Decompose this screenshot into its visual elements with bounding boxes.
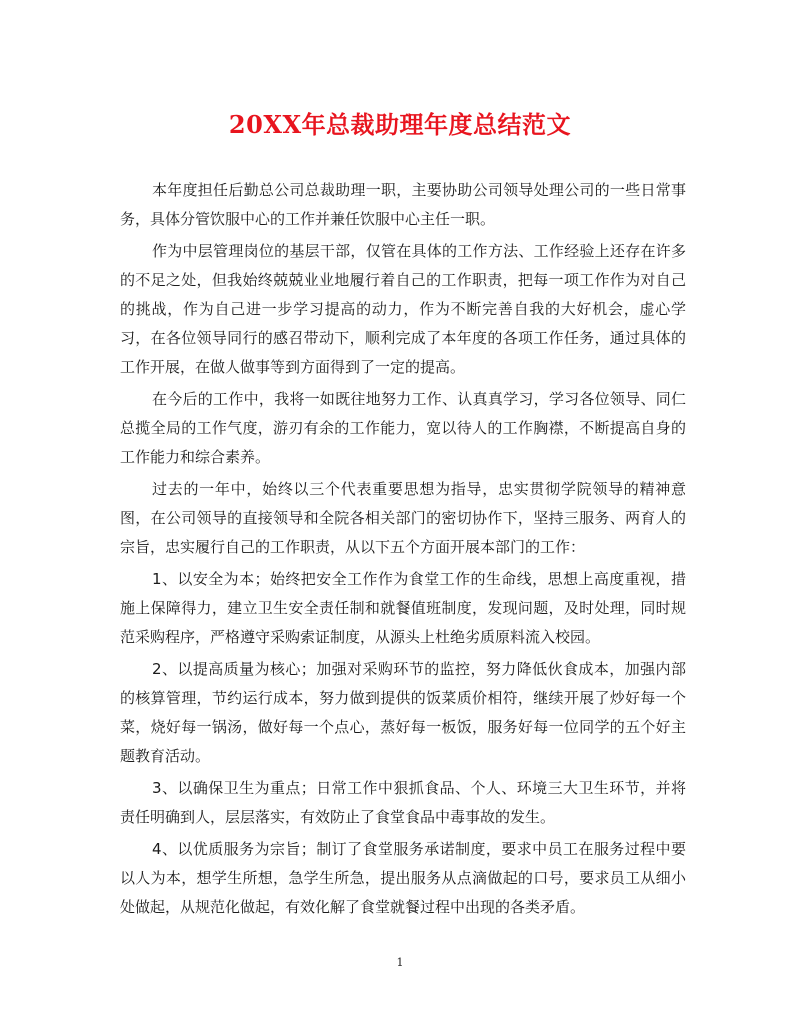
- paragraph: 在今后的工作中，我将一如既往地努力工作、认真真学习，学习各位领导、同仁总揽全局的工作气度，游刃有余的工作能力，宽以待人的工作胸襟，不断提高自身的工作能力和综合素养。: [120, 390, 686, 466]
- paragraph: 作为中层管理岗位的基层干部，仅管在具体的工作方法、工作经验上还存在许多的不足之处，但我始终兢兢业业地履行着自己的工作职责，把每一项工作作为对自己的挑战，作为自己进一步学习提高的动力，作为不断完善自我的大好机会，虚心学习，在各位领导同行的感召带动下，顺利完成了本年度的各项工作任务，通过具体的工作开展，在做人做事等到方面得到了一定的提高。: [120, 242, 686, 376]
- paragraph: 过去的一年中，始终以三个代表重要思想为指导，忠实贯彻学院领导的精神意图，在公司领导的直接领导和全院各相关部门的密切协作下，坚持三服务、两育人的宗旨，忠实履行自己的工作职责，从以下五个方面开展本部门的工作：: [120, 480, 686, 556]
- paragraph: 本年度担任后勤总公司总裁助理一职，主要协助公司领导处理公司的一些日常事务，具体分管饮服中心的工作并兼任饮服中心主任一职。: [120, 181, 686, 228]
- page-number: 1: [396, 956, 404, 969]
- list-item-paragraph: 2、以提高质量为核心；加强对采购环节的监控，努力降低伙食成本，加强内部的核算管理，节约运行成本，努力做到提供的饭菜质价相符，继续开展了炒好每一个菜，烧好每一锅汤，做好每一个点心，蒸好每一板饭，服务好每一位同学的五个好主题教育活动。: [120, 660, 686, 765]
- list-item-paragraph: 1、以安全为本；始终把安全工作作为食堂工作的生命线，思想上高度重视，措施上保障得力，建立卫生安全责任制和就餐值班制度，发现问题，及时处理，同时规范采购程序，严格遵守采购索证制度，从源头上杜绝劣质原料流入校园。: [120, 570, 686, 646]
- list-item-paragraph: 4、以优质服务为宗旨；制订了食堂服务承诺制度，要求中员工在服务过程中要以人为本，想学生所想，急学生所急，提出服务从点滴做起的口号，要求员工从细小处做起，从规范化做起，有效化解了食堂就餐过程中出现的各类矛盾。: [120, 840, 686, 916]
- document-title: 20XX年总裁助理年度总结范文: [228, 110, 572, 139]
- document-body: [120, 176, 686, 925]
- list-item-paragraph: 3、以确保卫生为重点；日常工作中狠抓食品、个人、环境三大卫生环节，并将责任明确到人，层层落实，有效防止了食堂食品中毒事故的发生。: [120, 779, 686, 826]
